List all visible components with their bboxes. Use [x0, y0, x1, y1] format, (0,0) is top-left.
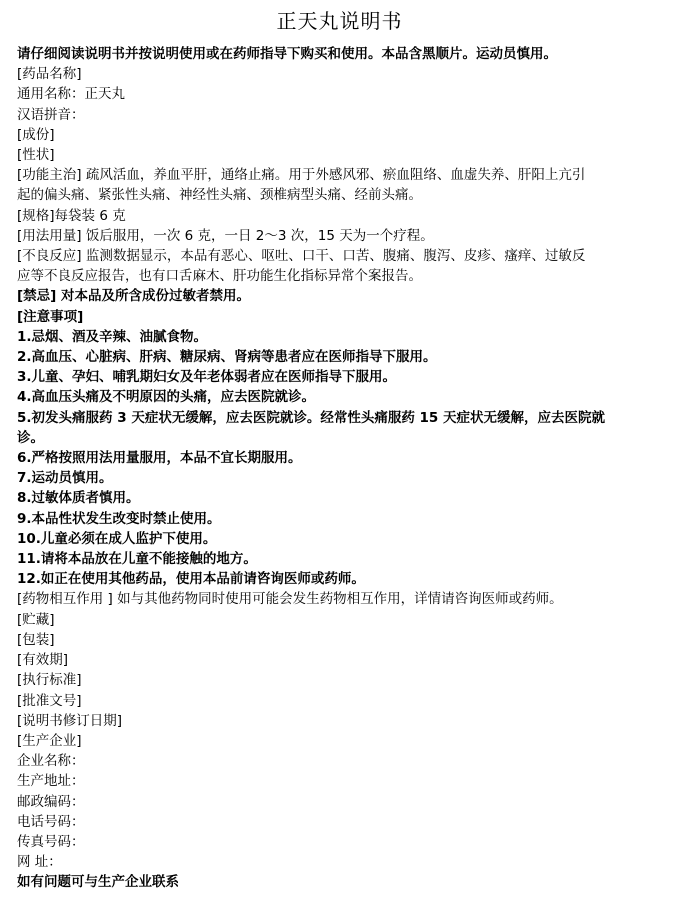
generic-name: 通用名称：正天丸	[17, 86, 125, 103]
precaution-item: 8.过敏体质者慎用。	[17, 490, 140, 507]
contraindications-value: 对本品及所含成份过敏者禁用。	[61, 288, 251, 305]
document-body	[17, 44, 663, 893]
contraindications-line	[17, 286, 663, 306]
indications-label: [功能主治]	[17, 167, 82, 184]
specification-line	[17, 206, 663, 226]
section-validity: [有效期]	[17, 652, 69, 669]
dosage-label: [用法用量]	[17, 227, 82, 244]
manufacturer-phone: 电话号码：	[17, 813, 85, 830]
precaution-item: 7.运动员慎用。	[17, 470, 113, 487]
precaution-item-continued: 诊。	[17, 429, 44, 446]
dosage-line	[17, 226, 663, 246]
dosage-value: 饭后服用，一次 6 克，一日 2～3 次，15 天为一个疗程。	[85, 227, 434, 244]
section-approval: [批准文号]	[17, 692, 82, 709]
precaution-item: 6.严格按照用法用量服用，本品不宜长期服用。	[17, 450, 302, 467]
precaution-item: 2.高血压、心脏病、肝病、糖尿病、肾病等患者应在医师指导下服用。	[17, 349, 437, 366]
precaution-item: 12.如正在使用其他药品，使用本品前请咨询医师或药师。	[17, 571, 365, 588]
section-properties: [性状]	[17, 147, 55, 164]
manufacturer-website: 网 址：	[17, 854, 62, 871]
indications-line-1	[17, 165, 663, 185]
section-revision-date: [说明书修订日期]	[17, 712, 123, 729]
manufacturer-address: 生产地址：	[17, 773, 85, 790]
indications-line-2: 起的偏头痛、紧张性头痛、神经性头痛、颈椎病型头痛、经前头痛。	[17, 187, 422, 204]
indications-text-1: 疏风活血，养血平肝，通络止痛。用于外感风邪、瘀血阻络、血虚失养、肝阳上亢引	[85, 167, 586, 184]
precaution-item: 11.请将本品放在儿童不能接触的地方。	[17, 551, 257, 568]
section-storage: [贮藏]	[17, 611, 55, 628]
manufacturer-heading: [生产企业]	[17, 732, 82, 749]
precaution-item: 4.高血压头痛及不明原因的头痛，应去医院就诊。	[17, 389, 316, 406]
section-ingredients: [成份]	[17, 126, 55, 143]
adverse-line-2: 应等不良反应报告，也有口舌麻木、肝功能生化指标异常个案报告。	[17, 268, 422, 285]
precaution-item: 1.忌烟、酒及辛辣、油腻食物。	[17, 328, 208, 345]
precaution-item: 9.本品性状发生改变时禁止使用。	[17, 510, 221, 527]
header-notice: 请仔细阅读说明书并按说明使用或在药师指导下购买和使用。本品含黑顺片。运动员慎用。	[17, 46, 557, 62]
interactions-label: [药物相互作用 ]	[17, 591, 113, 608]
adverse-line-1	[17, 246, 663, 266]
section-package: [包装]	[17, 631, 55, 648]
interactions-line	[17, 589, 663, 609]
precautions-heading: [注意事项]	[17, 308, 84, 325]
manufacturer-postcode: 邮政编码：	[17, 793, 85, 810]
section-standard: [执行标准]	[17, 672, 82, 689]
specification-label: [规格]	[17, 207, 55, 224]
contraindications-label: [禁忌]	[17, 288, 57, 305]
manufacturer-fax: 传真号码：	[17, 833, 85, 850]
precaution-item: 5.初发头痛服药 3 天症状无缓解，应去医院就诊。经常性头痛服药 15 天症状无缓解，应去医院就	[17, 409, 606, 426]
document-title: 正天丸说明书	[276, 9, 403, 33]
section-drug-name-heading: [药品名称]	[17, 66, 82, 83]
footer-note: 如有问题可与生产企业联系	[17, 874, 179, 891]
manufacturer-name: 企业名称：	[17, 753, 85, 770]
specification-value: 每袋装 6 克	[54, 207, 126, 224]
adverse-label: [不良反应]	[17, 248, 82, 265]
adverse-text-1: 监测数据显示，本品有恶心、呕吐、口干、口苦、腹痛、腹泻、皮疹、瘙痒、过敏反	[85, 248, 586, 265]
interactions-value: 如与其他药物同时使用可能会发生药物相互作用，详情请咨询医师或药师。	[117, 591, 563, 608]
precaution-item: 10.儿童必须在成人监护下使用。	[17, 530, 217, 547]
precaution-item: 3.儿童、孕妇、哺乳期妇女及年老体弱者应在医师指导下服用。	[17, 369, 397, 386]
pinyin-name: 汉语拼音：	[17, 106, 85, 123]
